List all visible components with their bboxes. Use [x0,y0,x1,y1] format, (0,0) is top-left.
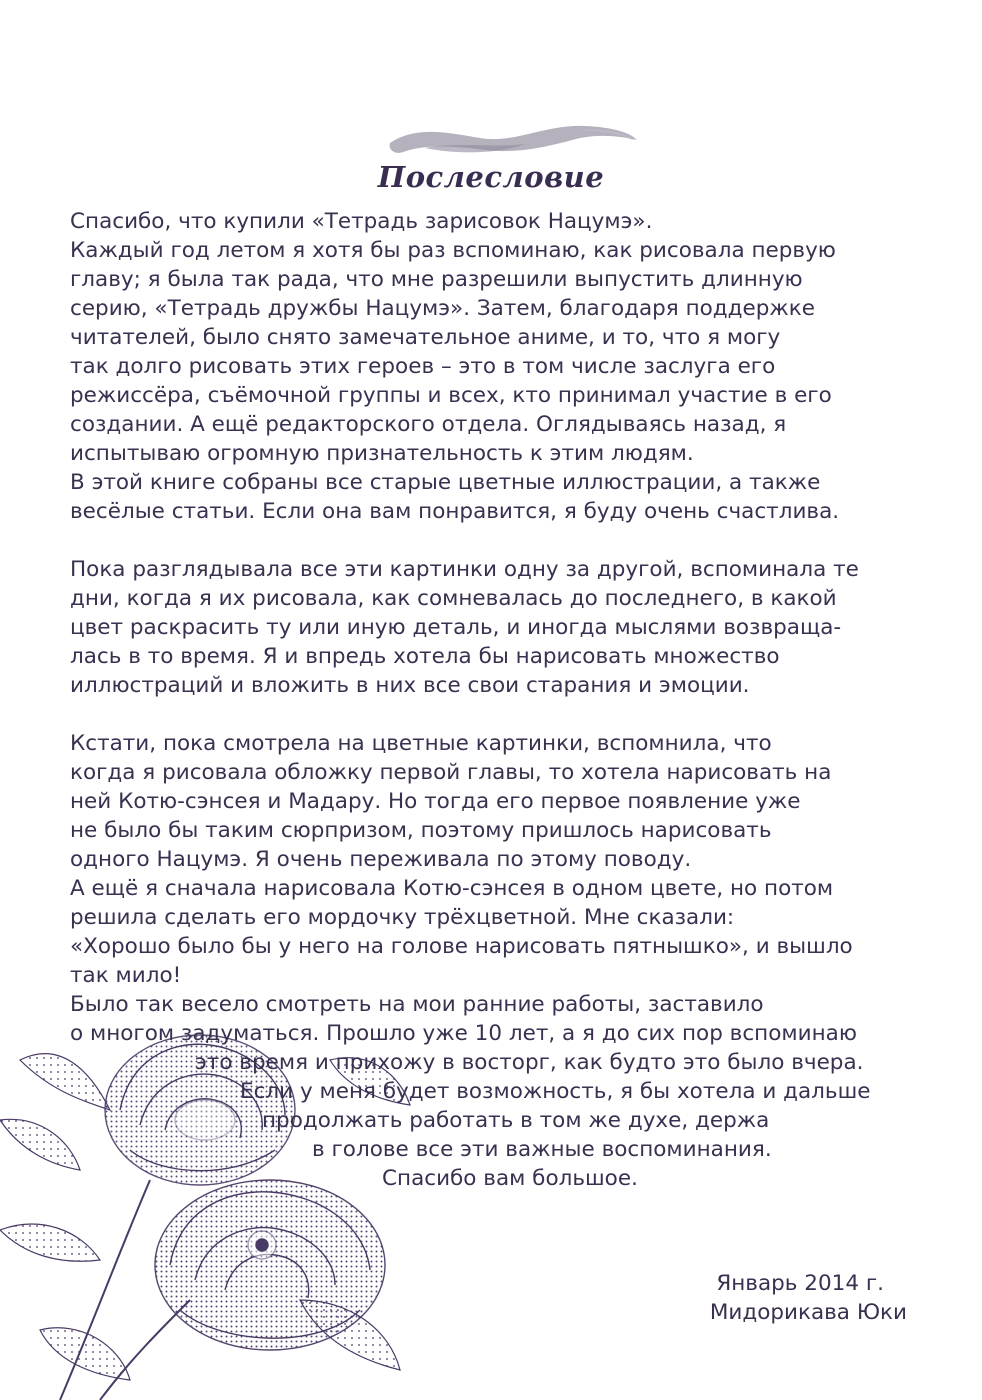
text-line: не было бы таким сюрпризом, поэтому пришлось нарисовать [70,818,772,843]
text-line: Было так весело смотреть на мои ранние работы, заставило [70,992,764,1017]
text-line: Пока разглядывала все эти картинки одну за другой, вспоминала те [70,557,859,582]
text-line: о многом задуматься. Прошло уже 10 лет, а я до сих пор вспоминаю [70,1021,857,1046]
text-line: «Хорошо было бы у него на голове нарисовать пятнышко», и вышло [70,934,853,959]
text-line: дни, когда я их рисовала, как сомневалась до последнего, в какой [70,586,837,611]
text-line: создании. А ещё редакторского отдела. Оглядываясь назад, я [70,412,787,437]
brush-stroke-ornament [385,118,640,163]
text-line: режиссёра, съёмочной группы и всех, кто принимал участие в его [70,383,832,408]
text-line: В этой книге собраны все старые цветные иллюстрации, а также [70,470,821,495]
text-line: Каждый год летом я хотя бы раз вспоминаю, как рисовала первую [70,238,836,263]
text-line: весёлые статьи. Если она вам понравится, я буду очень счастлива. [70,499,840,524]
text-line: ней Котю-сэнсея и Мадару. Но тогда его первое появление уже [70,789,801,814]
text-line: главу; я была так рада, что мне разрешили выпустить длинную [70,267,803,292]
text-line: это время и прихожу в восторг, как будто это было вчера. [195,1050,864,1075]
signature-date: Январь 2014 г. [716,1271,884,1296]
text-line: испытываю огромную признательность к этим людям. [70,441,694,466]
text-line: читателей, было снято замечательное аниме, и то, что я могу [70,325,781,350]
text-line: так мило! [70,963,182,988]
signature-author: Мидорикава Юки [709,1300,907,1325]
text-line: серию, «Тетрадь дружбы Нацумэ». Затем, благодаря поддержке [70,296,815,321]
text-line: лась в то время. Я и впредь хотела бы нарисовать множество [70,644,780,669]
text-line: Если у меня будет возможность, я бы хотела и дальше [240,1079,871,1104]
text-line: иллюстраций и вложить в них все свои старания и эмоции. [70,673,750,698]
text-line: Спасибо, что купили «Тетрадь зарисовок Нацумэ». [70,209,653,234]
text-line: Кстати, пока смотрела на цветные картинки, вспомнила, что [70,731,772,756]
text-line: продолжать работать в том же духе, держа [262,1108,770,1133]
text-line: Спасибо вам большое. [382,1166,638,1191]
text-line: А ещё я сначала нарисовала Котю-сэнсея в одном цвете, но потом [70,876,834,901]
text-line: когда я рисовала обложку первой главы, то хотела нарисовать на [70,760,832,785]
text-line: в голове все эти важные воспоминания. [312,1137,772,1162]
text-line: так долго рисовать этих героев – это в том числе заслуга его [70,354,776,379]
text-line: решила сделать его мордочку трёхцветной. Мне сказали: [70,905,735,930]
text-line: одного Нацумэ. Я очень переживала по этому поводу. [70,847,692,872]
text-line: цвет раскрасить ту или иную деталь, и иногда мыслями возвраща- [70,615,842,640]
page-title: Послесловие [377,160,605,194]
